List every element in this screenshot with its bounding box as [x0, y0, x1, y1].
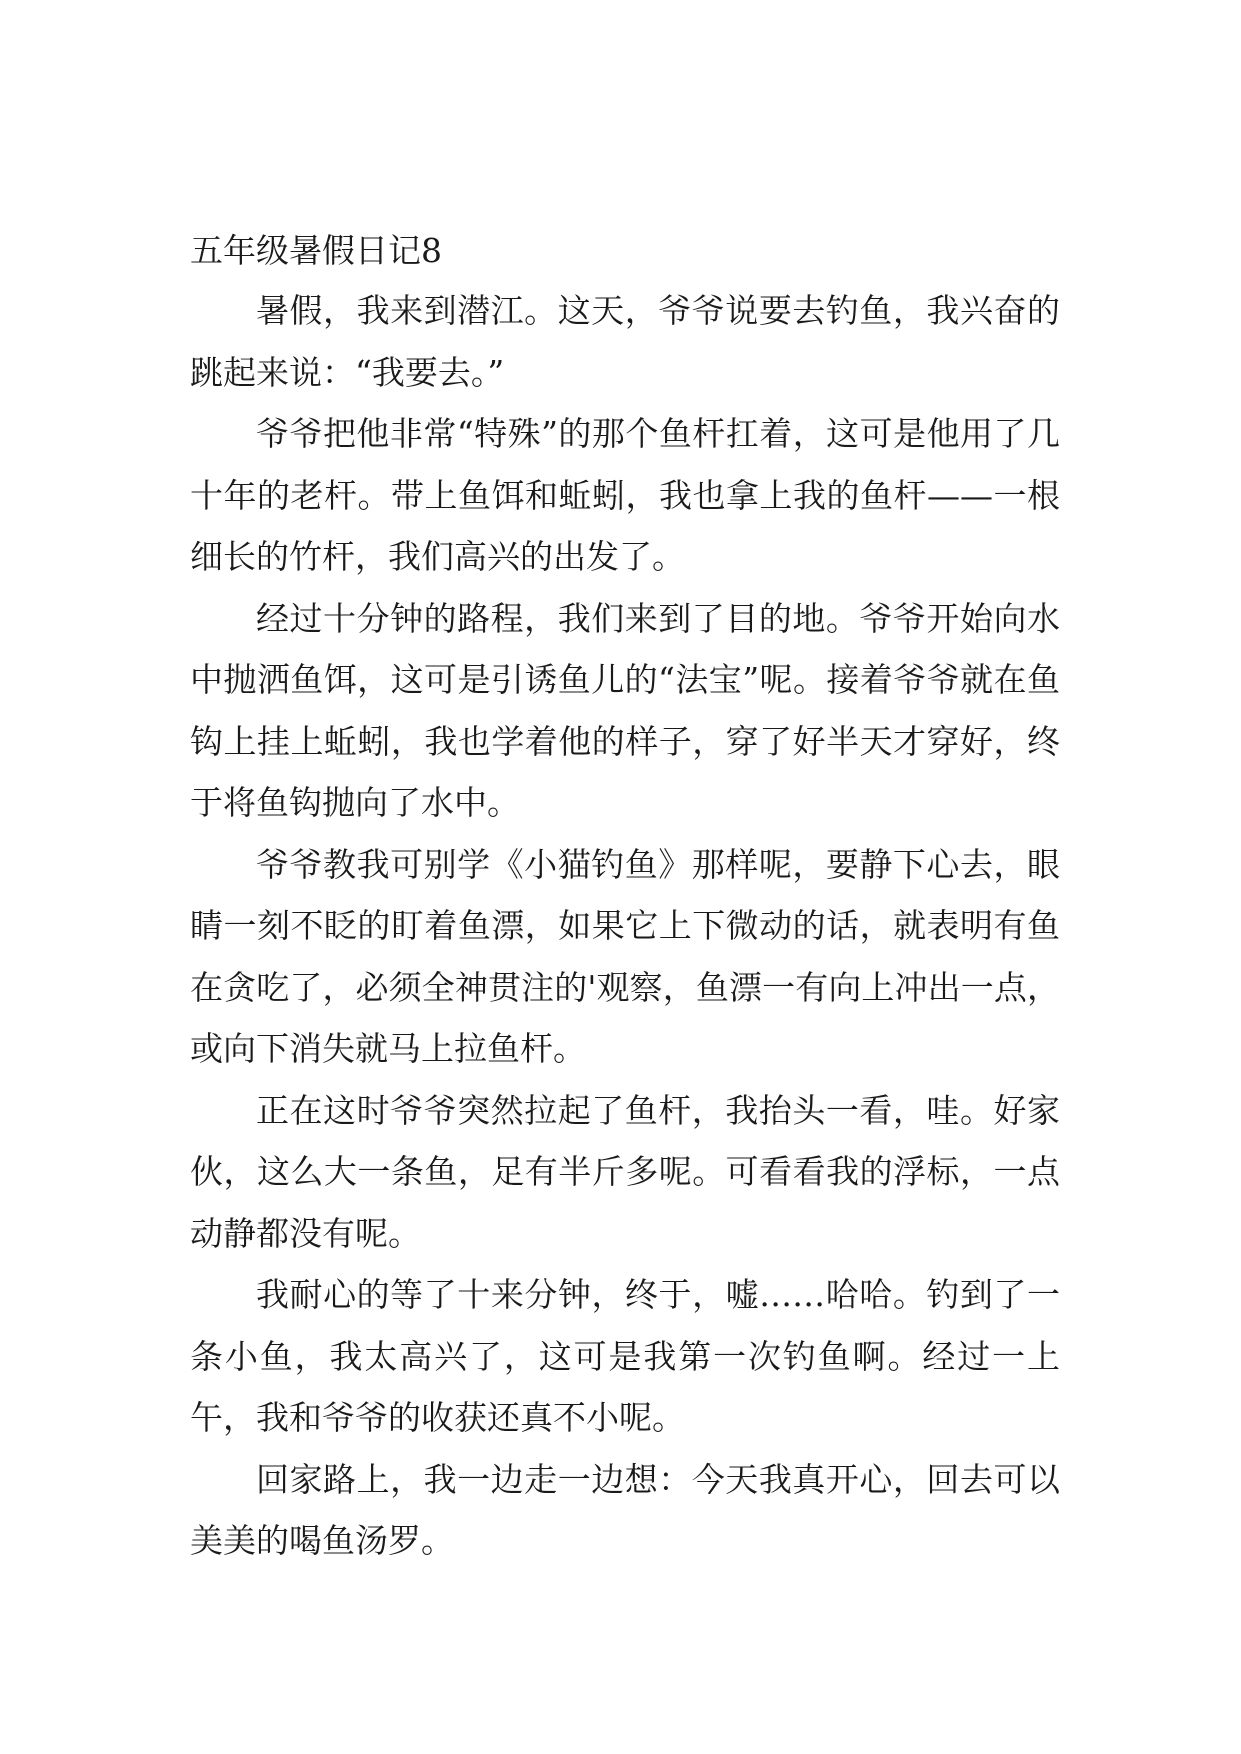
document-title: 五年级暑假日记8	[190, 231, 442, 270]
paragraph-6: 我耐心的等了十来分钟，终于，嘘……哈哈。钓到了一条小鱼，我太高兴了，这可是我第一次钓鱼啊。经过一上午，我和爷爷的收获还真不小呢。	[190, 1275, 1060, 1437]
paragraph-2: 爷爷把他非常“特殊”的那个鱼杆扛着，这可是他用了几十年的老杆。带上鱼饵和蚯蚓，我也拿上我的鱼杆——一根细长的竹杆，我们高兴的出发了。	[190, 414, 1060, 576]
paragraph-3: 经过十分钟的路程，我们来到了目的地。爷爷开始向水中抛洒鱼饵，这可是引诱鱼儿的“法宝”呢。接着爷爷就在鱼钩上挂上蚯蚓，我也学着他的样子，穿了好半天才穿好，终于将鱼钩抛向了水中。	[190, 598, 1060, 822]
document-body	[190, 222, 1060, 1572]
paragraph-1: 暑假，我来到潜江。这天，爷爷说要去钓鱼，我兴奋的跳起来说：“我要去。”	[190, 291, 1060, 392]
paragraph-5: 正在这时爷爷突然拉起了鱼杆，我抬头一看，哇。好家伙，这么大一条鱼，足有半斤多呢。可看看我的浮标，一点动静都没有呢。	[190, 1090, 1060, 1253]
paragraph-7: 回家路上，我一边走一边想：今天我真开心，回去可以美美的喝鱼汤罗。	[190, 1459, 1060, 1560]
paragraph-4: 爷爷教我可别学《小猫钓鱼》那样呢，要静下心去，眼睛一刻不眨的盯着鱼漂，如果它上下微动的话，就表明有鱼在贪吃了，必须全神贯注的'观察，鱼漂一有向上冲出一点，或向下消失就马上拉鱼杆。	[190, 844, 1060, 1068]
